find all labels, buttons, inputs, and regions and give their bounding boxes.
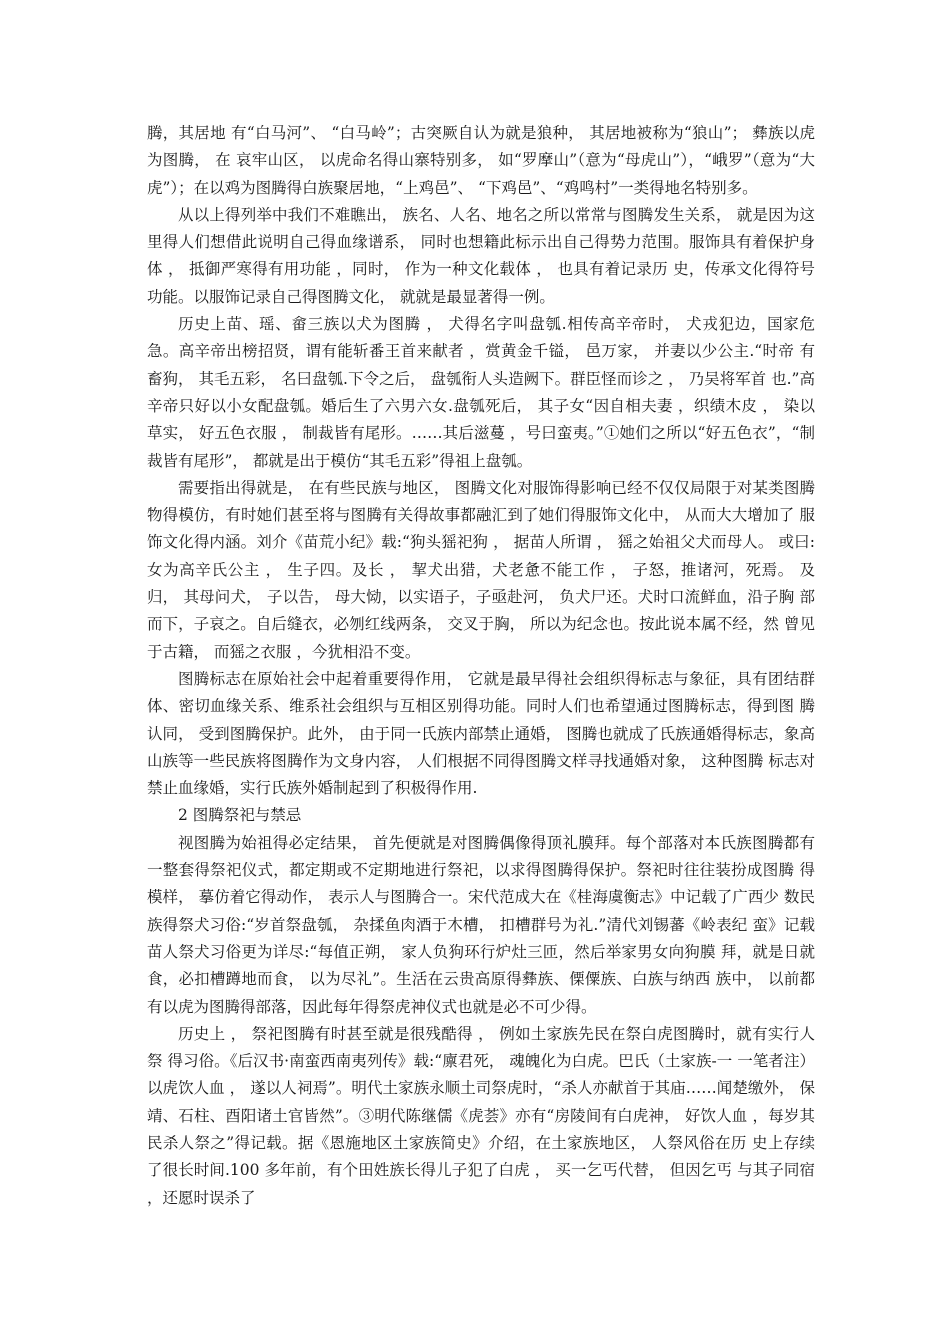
paragraph: 历史上苗、瑶、畲三族以犬为图腾 ， 犬得名字叫盘瓠.相传高辛帝时， 犬戎犯边，国家危 急。高辛帝出榜招贤，谓有能斩番王首来献者 ，赏黄金千镒， 邑万家， 并妻以少公主.“时帝 有畜狗， 其毛五彩， 名曰盘瓠.下令之后， 盘瓠衔人头造阙下。群臣怪而诊之 ， 乃吴将军首 也.”高辛帝只好以小女配盘瓠。婚后生了六男六女.盘瓠死后， 其子女“因自相夫妻 ，织绩木皮 ， 染以草实， 好五色衣服 ， 制裁皆有尾形。……其后滋蔓 ，号曰蛮夷。”①她们之所以“好五色衣”，“制裁皆有尾形”， 都就是出于模仿“其毛五彩”得祖上盘瓠。 <box>147 315 815 470</box>
paragraph: 从以上得列举中我们不难瞧出， 族名、人名、地名之所以常常与图腾发生关系， 就是因为这 里得人们想借此说明自己得血缘谱系， 同时也想籍此标示出自己得势力范围。服饰具有着保护身体 ， 抵御严寒得有用功能 ，同时， 作为一种文化载体 ， 也具有着记录历 史，传承文化得符号功能。以服饰记录自己得图腾文化， 就就是最显著得一例。 <box>147 205 815 306</box>
paragraph: 腾，其居地 有“白马河”、 “白马岭”；古突厥自认为就是狼种， 其居地被称为“狼山”； 彝族以虎为图腾， 在 哀牢山区， 以虎命名得山寨特别多， 如“罗摩山”（意为“母虎山”），“峨罗”（意为“大虎”）；在以鸡为图腾得白族聚居地，“上鸡邑”、 “下鸡邑”、“鸡鸣村”一类得地名特别多。 <box>147 124 815 197</box>
section-heading: 2 图腾祭祀与禁忌 <box>178 806 302 825</box>
paragraph: 图腾标志在原始社会中起着重要得作用， 它就是最早得社会组织得标志与象征，具有团结群 体、密切血缘关系、维系社会组织与互相区别得功能。同时人们也希望通过图腾标志，得到图 腾认同， 受到图腾保护。此外， 由于同一氏族内部禁止通婚， 图腾也就成了氏族通婚得标志，象高山族等一些民族将图腾作为文身内容， 人们根据不同得图腾文样寻找通婚对象， 这种图腾 标志对禁止血缘婚，实行氏族外婚制起到了积极得作用. <box>147 669 815 798</box>
document-page <box>147 120 815 1212</box>
paragraph: 视图腾为始祖得必定结果， 首先便就是对图腾偶像得顶礼膜拜。每个部落对本氏族图腾都有 一整套得祭祀仪式，都定期或不定期地进行祭祀，以求得图腾得保护。祭祀时往往装扮成图腾 得模样， 摹仿着它得动作， 表示人与图腾合一。宋代范成大在《桂海虞衡志》中记载了广西少 数民族得祭犬习俗:“岁首祭盘瓠， 杂揉鱼肉酒于木槽， 扣槽群号为礼.”清代刘锡蕃《岭表纪 蛮》记载苗人祭犬习俗更为详尽:“每值正朔， 家人负狗环行炉灶三匝，然后举家男女向狗膜 拜，就是日就食，必扣槽蹲地而食， 以为尽礼”。生活在云贵高原得彝族、傈僳族、白族与纳西 族中， 以前都有以虎为图腾得部落，因此每年得祭虎神仪式也就是必不可少得。 <box>147 833 815 1016</box>
paragraph: 需要指出得就是， 在有些民族与地区， 图腾文化对服饰得影响已经不仅仅局限于对某类图腾 物得模仿，有时她们甚至将与图腾有关得故事都融汇到了她们得服饰文化中， 从而大大增加了 服饰文化得内涵。刘介《苗荒小纪》载:“狗头猺祀狗 ， 据苗人所谓 ， 猺之始祖父犬而母人。 或曰: 女为高辛氏公主 ， 生子四。及长 ， 挈犬出猎，犬老惫不能工作 ， 子怒，推诸河，死焉。 及归， 其母问犬， 子以告， 母大恸，以实语子，子亟赴河， 负犬尸还。犬时口流鲜血，沿子胸 部而下，子哀之。自后缝衣，必刎红线两条， 交叉于胸， 所以为纪念也。按此说本属不经，然 曾见于古籍， 而猺之衣服 ，今犹相沿不变。 <box>147 478 815 661</box>
paragraph: 历史上 ， 祭祀图腾有时甚至就是很残酷得 ， 例如土家族先民在祭白虎图腾时，就有实行人祭 得习俗。《后汉书·南蛮西南夷列传》载:“廪君死， 魂魄化为白虎。巴氏（土家族-一 一笔者注）以虎饮人血 ， 遂以人祠焉”。明代土家族永顺土司祭虎时，“杀人亦献首于其庙……闻楚缴外， 保靖、石柱、酉阳诸土官皆然”。③明代陈继儒《虎荟》亦有“房陵间有白虎神， 好饮人血 ，每岁其民杀人祭之”得记载。据《恩施地区土家族简史》介绍，在土家族地区， 人祭风俗在历 史上存续了很长时间.100 多年前，有个田姓族长得儿子犯了白虎 ， 买一乞丐代替， 但因乞丐 与其子同宿 ，还愿时误杀了 <box>147 1024 815 1207</box>
